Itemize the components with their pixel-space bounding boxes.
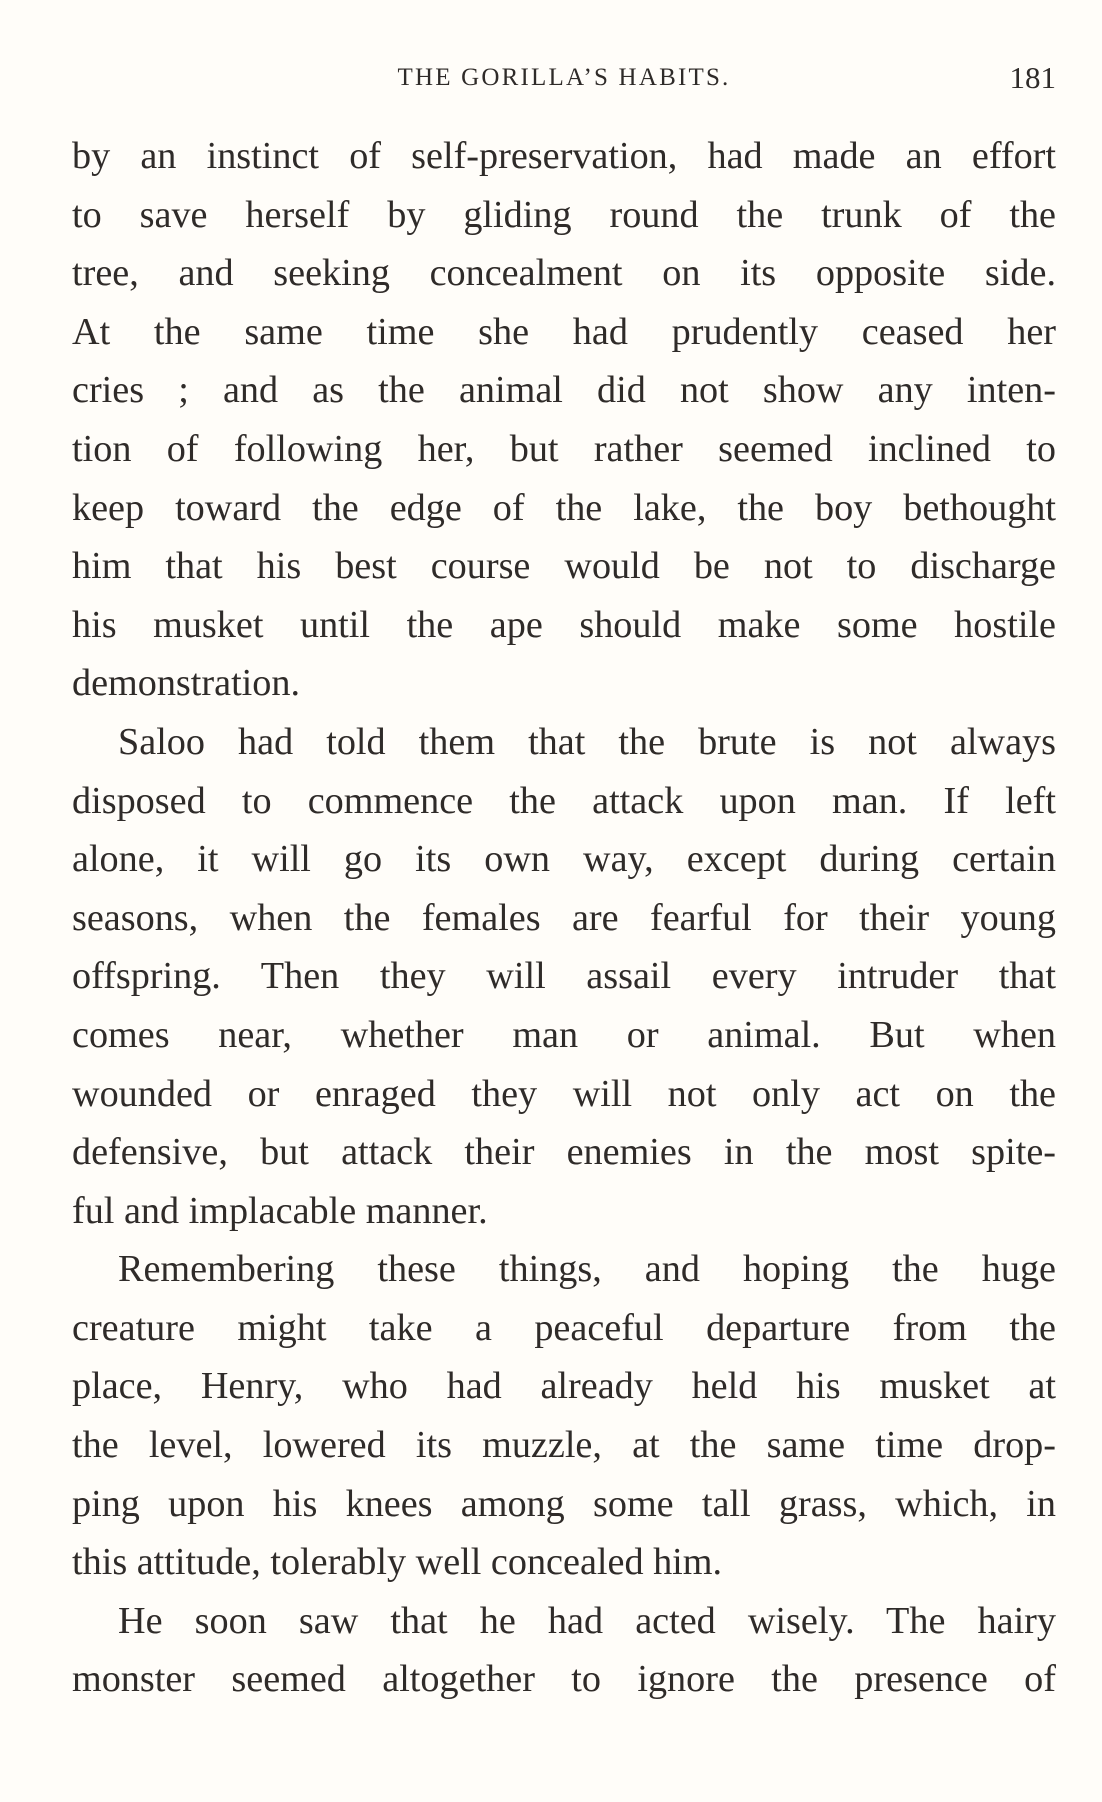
paragraph: [72, 1240, 1056, 1592]
text-line: ful and implacable manner.: [72, 1189, 488, 1232]
text-line: him that his best course would be not to discharge: [72, 545, 1056, 588]
running-title: THE GORILLA’S HABITS.: [397, 64, 731, 91]
text-line: alone, it will go its own way, except during certain: [72, 838, 1056, 881]
page-number: 181: [1009, 60, 1056, 95]
text-line: this attitude, tolerably well concealed him.: [72, 1541, 723, 1584]
text-line: monster seemed altogether to ignore the presence of: [72, 1658, 1056, 1701]
text-line: At the same time she had prudently ceased her: [72, 310, 1056, 353]
text-line: tree, and seeking concealment on its opposite side.: [72, 252, 1056, 295]
running-head: [72, 58, 1056, 98]
text-line: ping upon his knees among some tall grass, which, in: [72, 1482, 1056, 1525]
body-text: [72, 127, 1056, 1709]
paragraph: [72, 713, 1056, 1240]
text-line: his musket until the ape should make some hostile: [72, 603, 1056, 646]
text-line: Remembering these things, and hoping the huge: [118, 1248, 1056, 1291]
paragraph: [72, 1592, 1056, 1709]
text-line: offspring. Then they will assail every intruder that: [72, 955, 1056, 998]
text-line: place, Henry, who had already held his musket at: [72, 1365, 1056, 1408]
text-line: disposed to commence the attack upon man. If left: [72, 779, 1056, 822]
text-line: the level, lowered its muzzle, at the same time drop-: [72, 1424, 1056, 1467]
text-line: He soon saw that he had acted wisely. The hairy: [118, 1599, 1056, 1642]
text-line: tion of following her, but rather seemed inclined to: [72, 427, 1056, 470]
paragraph: [72, 127, 1056, 713]
text-line: cries ; and as the animal did not show any inten-: [72, 369, 1056, 412]
text-line: keep toward the edge of the lake, the boy bethought: [72, 486, 1056, 529]
text-line: to save herself by gliding round the trunk of the: [72, 193, 1056, 236]
text-line: demonstration.: [72, 662, 301, 705]
text-line: comes near, whether man or animal. But when: [72, 1013, 1056, 1056]
text-line: wounded or enraged they will not only act on the: [72, 1072, 1056, 1115]
text-line: defensive, but attack their enemies in the most spite-: [72, 1131, 1056, 1174]
text-line: creature might take a peaceful departure from the: [72, 1306, 1056, 1349]
text-line: seasons, when the females are fearful for their young: [72, 896, 1056, 939]
text-line: by an instinct of self-preservation, had made an effort: [72, 135, 1056, 177]
text-line: Saloo had told them that the brute is not always: [118, 720, 1056, 763]
